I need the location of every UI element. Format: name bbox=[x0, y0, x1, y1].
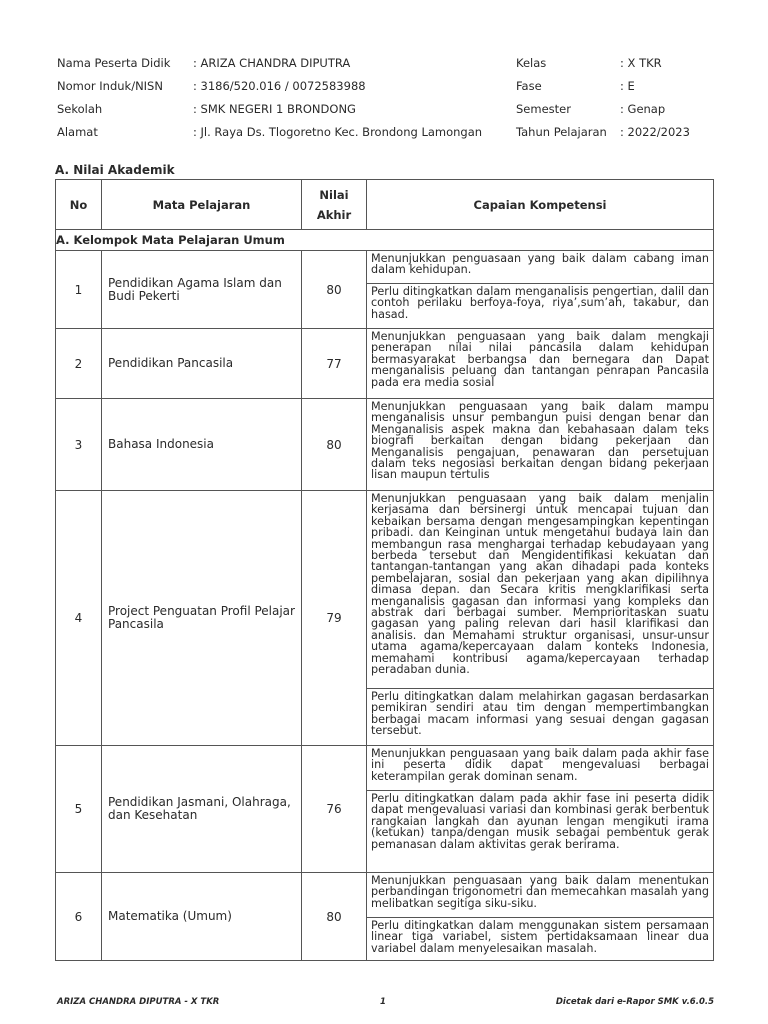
row-competency-improvement: Perlu ditingkatkan dalam menganalisis pengertian, dalil dan contoh perilaku berfoya-foya, riya’,sum’ah, takabur, dan hasad. bbox=[367, 284, 714, 329]
header-no: No bbox=[56, 180, 102, 230]
school-value: : SMK NEGERI 1 BRONDONG bbox=[193, 102, 356, 116]
header-subject: Mata Pelajaran bbox=[102, 180, 302, 230]
row-competency-improvement: Perlu ditingkatkan dalam menggunakan sistem persamaan linear tiga variabel, sistem pertidaksamaan linear dua variabel dalam menyelesaikan masalah. bbox=[367, 918, 714, 961]
footer-page-number: 1 bbox=[380, 997, 386, 1007]
group-row bbox=[56, 230, 714, 251]
group-label: A. Kelompok Mata Pelajaran Umum bbox=[56, 230, 714, 251]
row-competency: Menunjukkan penguasaan yang baik dalam mengkaji penerapan nilai nilai pancasila dalam kehidupan bermasyarakat berbangsa dan bernegara dan Dapat menganalisis peluang dan tantangan penrapan Pancasila pada era media sosial bbox=[367, 329, 714, 399]
section-title: A. Nilai Akademik bbox=[55, 163, 175, 177]
table-header-row bbox=[56, 180, 714, 230]
row-no: 3 bbox=[56, 399, 102, 491]
row-subject: Pendidikan Pancasila bbox=[102, 329, 302, 399]
header-score-line1: Nilai bbox=[319, 187, 349, 202]
semester-label: Semester bbox=[516, 102, 571, 116]
row-competency: Menunjukkan penguasaan yang baik dalam menentukan perbandingan trigonometri dan memecahkan masalah yang melibatkan segitiga siku-siku. bbox=[367, 873, 714, 918]
info-row bbox=[57, 124, 717, 147]
table-row bbox=[56, 491, 714, 689]
semester-value: : Genap bbox=[620, 102, 666, 116]
table-row bbox=[56, 329, 714, 399]
table-row bbox=[56, 873, 714, 918]
row-competency-improvement: Perlu ditingkatkan dalam pada akhir fase ini peserta didik dapat mengevaluasi variasi dan kombinasi gerak berbentuk rangkaian langkah dan ayunan lengan mengikuti irama (ketukan) tanpa/dengan musik sebagai pembentuk gerak pemanasan dalam aktivitas gerak berirama. bbox=[367, 791, 714, 873]
row-score: 79 bbox=[302, 491, 367, 746]
row-score: 76 bbox=[302, 746, 367, 873]
info-row bbox=[57, 55, 717, 78]
header-score bbox=[302, 180, 367, 230]
class-value: : X TKR bbox=[620, 56, 662, 70]
table-row bbox=[56, 746, 714, 791]
row-subject: Bahasa Indonesia bbox=[102, 399, 302, 491]
footer-printed-by: Dicetak dari e-Rapor SMK v.6.0.5 bbox=[555, 997, 714, 1007]
row-competency-improvement: Perlu ditingkatkan dalam melahirkan gagasan berdasarkan pemikiran sendiri atau tim dengan mempertimbangkan berbagai macam informasi yang sesuai dengan gagasan tersebut. bbox=[367, 689, 714, 746]
phase-label: Fase bbox=[516, 79, 542, 93]
address-value: : Jl. Raya Ds. Tlogoretno Kec. Brondong Lamongan bbox=[193, 125, 483, 139]
student-name-label: Nama Peserta Didik bbox=[57, 56, 171, 70]
student-name-value: : ARIZA CHANDRA DIPUTRA bbox=[193, 56, 351, 70]
info-row bbox=[57, 101, 717, 124]
row-competency: Menunjukkan penguasaan yang baik dalam menjalin kerjasama dan bersinergi untuk mencapai tujuan dan kebaikan bersama dengan mengesampingkan kepentingan pribadi. dan Keinginan untuk mengetahui budaya lain dan membangun rasa menghargai terhadap kebudayaan yang berbeda tersebut dan Mengidentifikasi kekuatan dan tantangan-tantangan yang akan dihadapi pada konteks pembelajaran, sosial dan pekerjaan yang akan dipilihnya dimasa depan. dan Secara kritis mengklarifikasi serta menganalisis gagasan dan informasi yang kompleks dan abstrak dari berbagai sumber. Memprioritaskan suatu gagasan yang paling relevan dari hasil klarifikasi dan analisis. dan Memahami struktur organisasi, unsur-unsur utama agama/kepercayaan dalam konteks Indonesia, memahami kontribusi agama/kepercayaan terhadap peradaban dunia. bbox=[367, 491, 714, 689]
row-competency: Menunjukkan penguasaan yang baik dalam pada akhir fase ini peserta didik dapat mengevaluasi berbagai keterampilan gerak dominan senam. bbox=[367, 746, 714, 791]
header-score-line2: Akhir bbox=[316, 207, 352, 222]
row-subject: Project Penguatan Profil Pelajar Pancasila bbox=[102, 491, 302, 746]
grades-table bbox=[55, 179, 714, 961]
row-no: 1 bbox=[56, 251, 102, 329]
class-label: Kelas bbox=[516, 56, 547, 70]
row-no: 6 bbox=[56, 873, 102, 961]
student-id-value: : 3186/520.016 / 0072583988 bbox=[193, 79, 366, 93]
row-no: 5 bbox=[56, 746, 102, 873]
row-subject: Pendidikan Jasmani, Olahraga, dan Kesehatan bbox=[102, 746, 302, 873]
row-no: 4 bbox=[56, 491, 102, 746]
row-competency: Menunjukkan penguasaan yang baik dalam cabang iman dalam kehidupan. bbox=[367, 251, 714, 284]
row-no: 2 bbox=[56, 329, 102, 399]
student-info bbox=[57, 55, 717, 147]
academic-year-label: Tahun Pelajaran bbox=[516, 125, 607, 139]
row-competency: Menunjukkan penguasaan yang baik dalam mampu menganalisis unsur pembangun puisi dengan benar dan Menganalisis aspek makna dan kebahasaan dalam teks biografi berkaitan dengan bidang pekerjaan dan Menganalisis pengajuan, penawaran dan persetujuan dalam teks negosiasi berkaitan dengan bidang pekerjaan lisan maupun tertulis bbox=[367, 399, 714, 491]
table-row bbox=[56, 399, 714, 491]
row-subject: Matematika (Umum) bbox=[102, 873, 302, 961]
page-footer bbox=[57, 997, 714, 1011]
info-row bbox=[57, 78, 717, 101]
footer-student: ARIZA CHANDRA DIPUTRA - X TKR bbox=[57, 997, 220, 1007]
header-competency: Capaian Kompetensi bbox=[367, 180, 714, 230]
row-subject: Pendidikan Agama Islam dan Budi Pekerti bbox=[102, 251, 302, 329]
row-score: 80 bbox=[302, 251, 367, 329]
table-row bbox=[56, 251, 714, 284]
address-label: Alamat bbox=[57, 125, 98, 139]
student-id-label: Nomor Induk/NISN bbox=[57, 79, 163, 93]
school-label: Sekolah bbox=[57, 102, 103, 116]
row-score: 80 bbox=[302, 873, 367, 961]
row-score: 80 bbox=[302, 399, 367, 491]
academic-year-value: : 2022/2023 bbox=[620, 125, 690, 139]
phase-value: : E bbox=[620, 79, 635, 93]
row-score: 77 bbox=[302, 329, 367, 399]
